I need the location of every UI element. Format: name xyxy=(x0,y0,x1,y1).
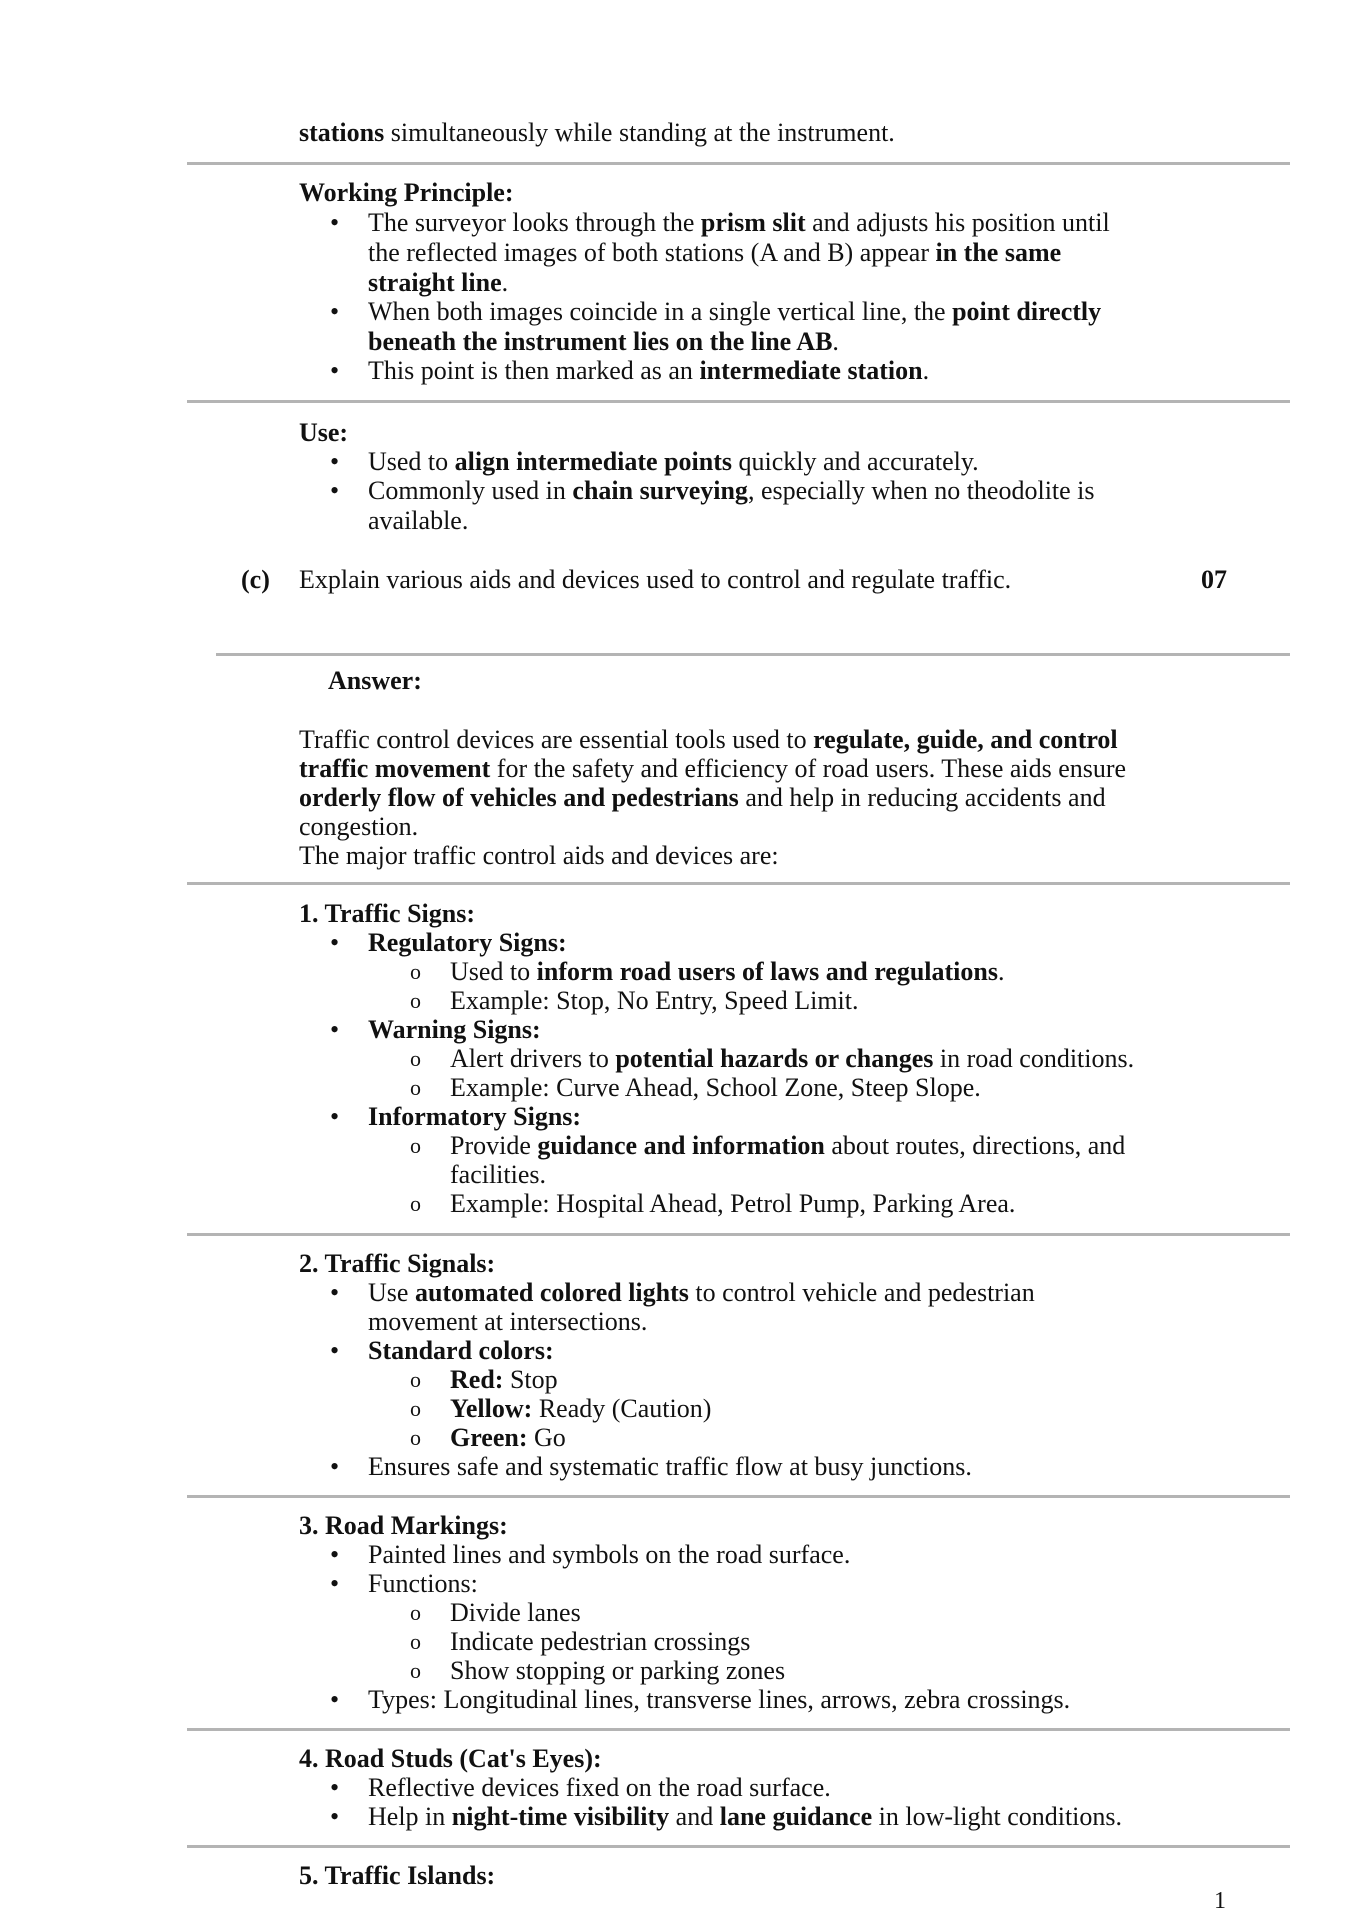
circle-bullet-icon: o xyxy=(410,1133,421,1158)
bullet-icon: • xyxy=(330,476,340,505)
section-2-heading: 2. Traffic Signals: xyxy=(299,1249,496,1278)
markings-point-1: Painted lines and symbols on the road surface. xyxy=(368,1540,851,1569)
use-point-2-line-2: available. xyxy=(368,506,469,535)
signals-point-3: Ensures safe and systematic traffic flow at busy junctions. xyxy=(368,1452,972,1481)
regulatory-item-1: Used to inform road users of laws and regulations. xyxy=(450,957,1005,986)
bullet-icon: • xyxy=(330,1685,340,1714)
answer-intro-line-1: Traffic control devices are essential tools used to regulate, guide, and control xyxy=(299,725,1118,754)
signals-point-1-line-2: movement at intersections. xyxy=(368,1307,648,1336)
divider xyxy=(187,1728,1290,1731)
bullet-icon: • xyxy=(330,1569,340,1598)
answer-heading: Answer: xyxy=(328,666,422,695)
informatory-item-1-line-1: Provide guidance and information about routes, directions, and xyxy=(450,1131,1126,1160)
wp-point-1-line-3: straight line. xyxy=(368,268,509,297)
signals-point-1-line-1: Use automated colored lights to control vehicle and pedestrian xyxy=(368,1278,1035,1307)
bullet-icon: • xyxy=(330,356,340,385)
bullet-icon: • xyxy=(330,928,340,957)
divider xyxy=(187,162,1290,165)
regulatory-item-2: Example: Stop, No Entry, Speed Limit. xyxy=(450,986,859,1015)
answer-intro-line-2: traffic movement for the safety and efficiency of road users. These aids ensure xyxy=(299,754,1127,783)
circle-bullet-icon: o xyxy=(410,1600,421,1625)
wp-point-1-line-1: The surveyor looks through the prism slit and adjusts his position until xyxy=(368,208,1110,237)
circle-bullet-icon: o xyxy=(410,1191,421,1216)
circle-bullet-icon: o xyxy=(410,1396,421,1421)
circle-bullet-icon: o xyxy=(410,1425,421,1450)
warning-item-1: Alert drivers to potential hazards or changes in road conditions. xyxy=(450,1044,1135,1073)
bullet-icon: • xyxy=(330,208,340,237)
divider xyxy=(187,1233,1290,1236)
circle-bullet-icon: o xyxy=(410,1629,421,1654)
circle-bullet-icon: o xyxy=(410,1367,421,1392)
question-label: (c) xyxy=(241,565,270,594)
page-number: 1 xyxy=(1214,1888,1226,1914)
answer-intro-line-3: orderly flow of vehicles and pedestrians and help in reducing accidents and xyxy=(299,783,1106,812)
function-2: Indicate pedestrian crossings xyxy=(450,1627,751,1656)
circle-bullet-icon: o xyxy=(410,1075,421,1100)
regulatory-signs-title: Regulatory Signs: xyxy=(368,928,567,957)
bullet-icon: • xyxy=(330,1773,340,1802)
informatory-item-1-line-2: facilities. xyxy=(450,1160,547,1189)
circle-bullet-icon: o xyxy=(410,988,421,1013)
function-1: Divide lanes xyxy=(450,1598,581,1627)
circle-bullet-icon: o xyxy=(410,1658,421,1683)
divider xyxy=(216,653,1290,656)
bullet-icon: • xyxy=(330,1278,340,1307)
section-5-heading: 5. Traffic Islands: xyxy=(299,1861,496,1890)
section-4-heading: 4. Road Studs (Cat's Eyes): xyxy=(299,1744,602,1773)
informatory-item-2: Example: Hospital Ahead, Petrol Pump, Parking Area. xyxy=(450,1189,1016,1218)
markings-point-3: Types: Longitudinal lines, transverse lines, arrows, zebra crossings. xyxy=(368,1685,1071,1714)
use-point-1: Used to align intermediate points quickly and accurately. xyxy=(368,447,979,476)
circle-bullet-icon: o xyxy=(410,1046,421,1071)
standard-colors-title: Standard colors: xyxy=(368,1336,554,1365)
bullet-icon: • xyxy=(330,297,340,326)
warning-signs-title: Warning Signs: xyxy=(368,1015,541,1044)
working-principle-heading: Working Principle: xyxy=(299,178,514,207)
bullet-icon: • xyxy=(330,1336,340,1365)
studs-point-1: Reflective devices fixed on the road surface. xyxy=(368,1773,831,1802)
continued-line: stations simultaneously while standing at the instrument. xyxy=(299,118,895,147)
circle-bullet-icon: o xyxy=(410,959,421,984)
divider xyxy=(187,882,1290,885)
section-3-heading: 3. Road Markings: xyxy=(299,1511,508,1540)
answer-intro-line-4: congestion. xyxy=(299,812,419,841)
wp-point-2-line-2: beneath the instrument lies on the line AB. xyxy=(368,327,839,356)
wp-point-1-line-2: the reflected images of both stations (A and B) appear in the same xyxy=(368,238,1062,267)
studs-point-2: Help in night-time visibility and lane guidance in low-light conditions. xyxy=(368,1802,1123,1831)
question-text: Explain various aids and devices used to control and regulate traffic. xyxy=(299,565,1012,594)
informatory-signs-title: Informatory Signs: xyxy=(368,1102,582,1131)
color-red: Red: Stop xyxy=(450,1365,558,1394)
bullet-icon: • xyxy=(330,1102,340,1131)
answer-intro-line-5: The major traffic control aids and devices are: xyxy=(299,841,779,870)
divider xyxy=(187,1495,1290,1498)
divider xyxy=(187,400,1290,403)
markings-point-2: Functions: xyxy=(368,1569,478,1598)
bullet-icon: • xyxy=(330,1452,340,1481)
bullet-icon: • xyxy=(330,1015,340,1044)
wp-point-3: This point is then marked as an intermediate station. xyxy=(368,356,930,385)
color-yellow: Yellow: Ready (Caution) xyxy=(450,1394,712,1423)
question-marks: 07 xyxy=(1201,565,1227,594)
wp-point-2-line-1: When both images coincide in a single vertical line, the point directly xyxy=(368,297,1102,326)
bullet-icon: • xyxy=(330,1540,340,1569)
function-3: Show stopping or parking zones xyxy=(450,1656,786,1685)
bullet-icon: • xyxy=(330,447,340,476)
section-1-heading: 1. Traffic Signs: xyxy=(299,899,475,928)
color-green: Green: Go xyxy=(450,1423,566,1452)
divider xyxy=(187,1845,1290,1848)
use-heading: Use: xyxy=(299,418,349,447)
use-point-2-line-1: Commonly used in chain surveying, especially when no theodolite is xyxy=(368,476,1095,505)
warning-item-2: Example: Curve Ahead, School Zone, Steep Slope. xyxy=(450,1073,981,1102)
bullet-icon: • xyxy=(330,1802,340,1831)
